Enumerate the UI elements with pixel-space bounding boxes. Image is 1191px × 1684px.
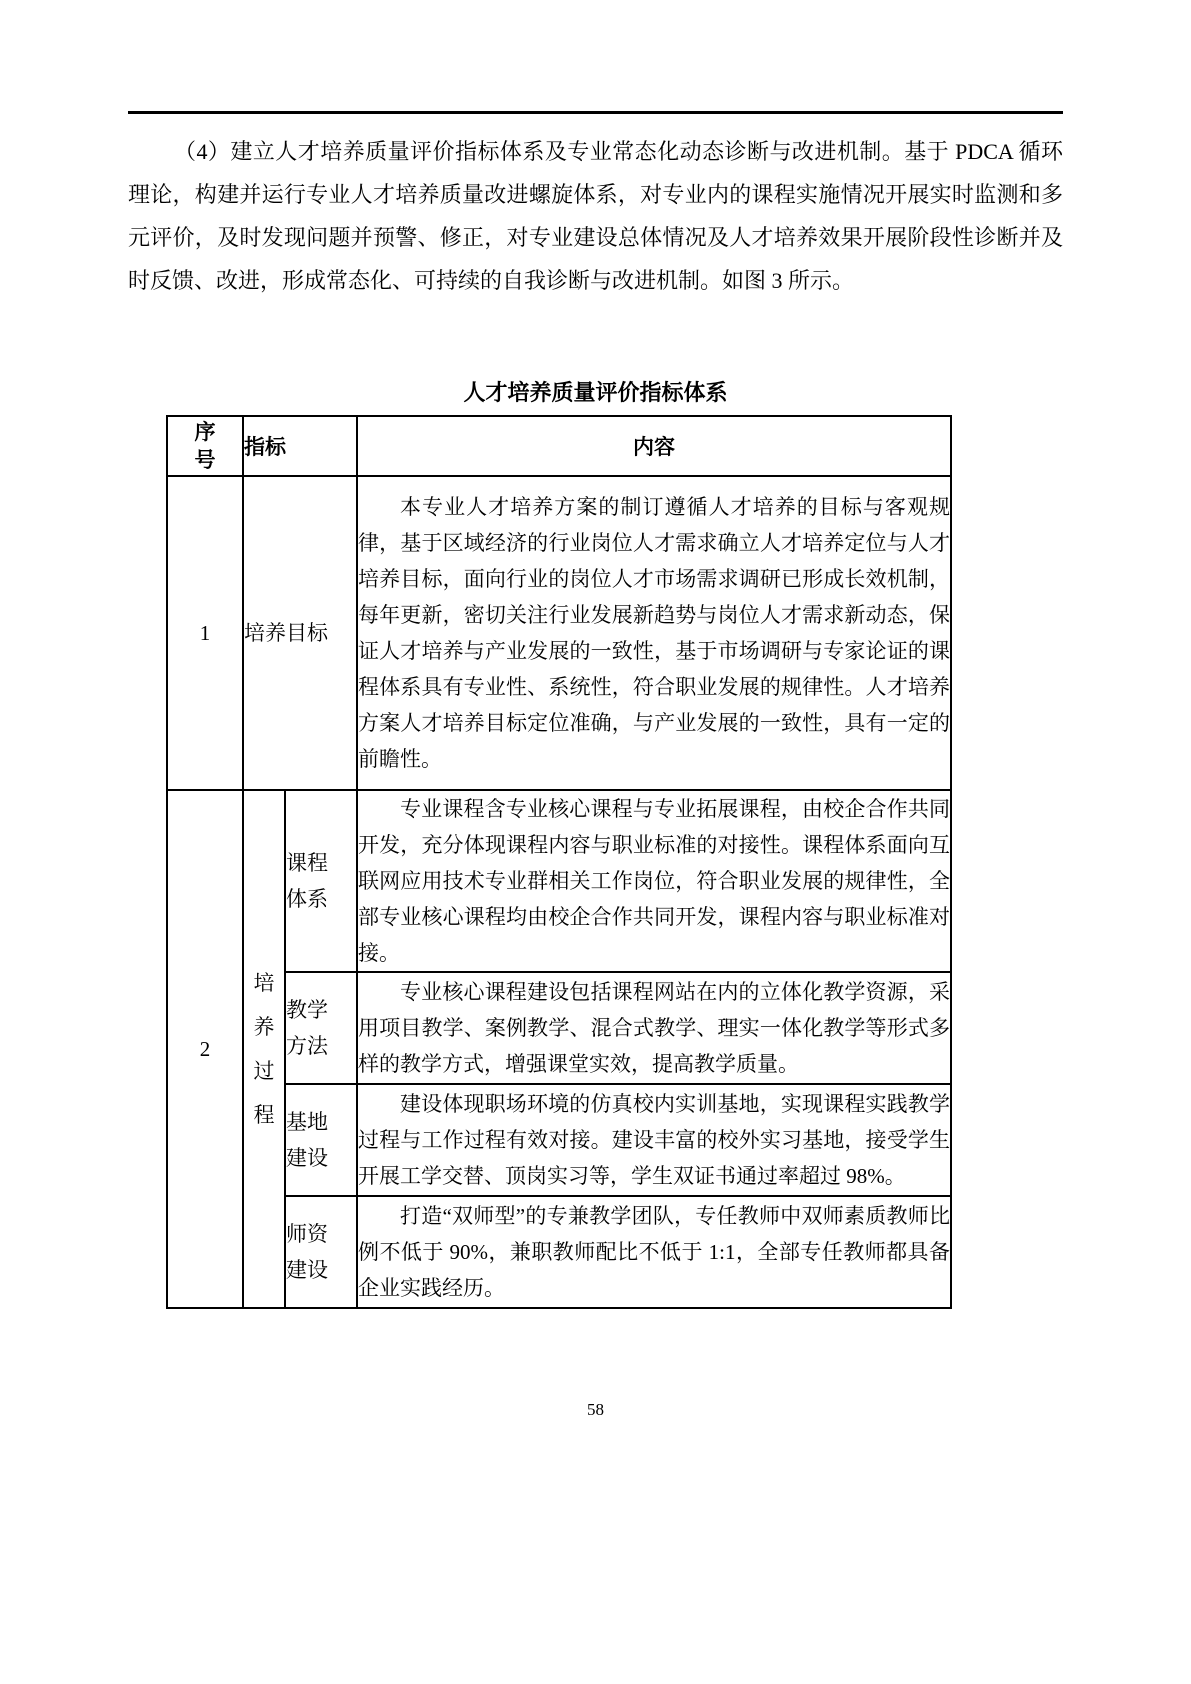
subrow-base-indicator-cell (285, 1084, 357, 1196)
subrow-faculty-label: 师资建设 (286, 1222, 328, 1282)
evaluation-indicator-table (166, 415, 952, 1309)
row2-index-cell: 2 (167, 790, 243, 1308)
row2-indicator-cell (243, 790, 285, 1308)
row1-indicator-cell (243, 476, 357, 790)
row2-indicator-label: 培养过程 (253, 971, 275, 1127)
page-number: 58 (587, 1400, 604, 1419)
subrow-teaching-indicator-cell (285, 972, 357, 1084)
subrow-curriculum-indicator-cell (285, 790, 357, 972)
table-header-row (167, 416, 951, 476)
subrow-faculty-content-cell: 打造“双师型”的专兼教学团队，专任教师中双师素质教师比例不低于 90%，兼职教师配比不低于 1:1，全部专任教师都具备企业实践经历。 (357, 1196, 951, 1308)
table-row-curriculum-system (167, 790, 951, 972)
header-cell-content (357, 416, 951, 476)
header-index-label: 序号 (194, 420, 216, 472)
header-cell-index (167, 416, 243, 476)
body-paragraph: （4）建立人才培养质量评价指标体系及专业常态化动态诊断与改进机制。基于 PDCA 循环理论，构建并运行专业人才培养质量改进螺旋体系，对专业内的课程实施情况开展实时监测和多元评价，及时发现问题并预警、修正，对专业建设总体情况及人才培养效果开展阶段性诊断并及时反馈、改进，形成常态化、可持续的自我诊断与改进机制。如图 3 所示。 (128, 139, 1063, 293)
subrow-curriculum-content-cell: 专业课程含专业核心课程与专业拓展课程，由校企合作共同开发，充分体现课程内容与职业标准的对接性。课程体系面向互联网应用技术专业群相关工作岗位，符合职业发展的规律性，全部专业核心课程均由校企合作共同开发，课程内容与职业标准对接。 (357, 790, 951, 972)
subrow-base-content-cell: 建设体现职场环境的仿真校内实训基地，实现课程实践教学过程与工作过程有效对接。建设丰富的校外实习基地，接受学生开展工学交替、顶岗实习等，学生双证书通过率超过 98%。 (357, 1084, 951, 1196)
table-title: 人才培养质量评价指标体系 (463, 380, 728, 405)
header-indicator-label: 指标 (244, 435, 286, 459)
header-cell-indicator (243, 416, 357, 476)
subrow-faculty-indicator-cell (285, 1196, 357, 1308)
row1-index-cell: 1 (167, 476, 243, 790)
table-row-teaching-method (167, 972, 951, 1084)
table-row-training-goal (167, 476, 951, 790)
row1-indicator-label: 培养目标 (244, 621, 328, 645)
subrow-base-label: 基地建设 (286, 1110, 328, 1170)
table-row-faculty-construction (167, 1196, 951, 1308)
header-rule (128, 111, 1063, 114)
table-row-base-construction (167, 1084, 951, 1196)
subrow-curriculum-label: 课程体系 (286, 851, 328, 911)
row1-content-cell: 本专业人才培养方案的制订遵循人才培养的目标与客观规律，基于区域经济的行业岗位人才需求确立人才培养定位与人才培养目标，面向行业的岗位人才市场需求调研已形成长效机制，每年更新，密切关注行业发展新趋势与岗位人才需求新动态，保证人才培养与产业发展的一致性，基于市场调研与专家论证的课程体系具有专业性、系统性，符合职业发展的规律性。人才培养方案人才培养目标定位准确，与产业发展的一致性，具有一定的前瞻性。 (357, 476, 951, 790)
subrow-teaching-content-cell: 专业核心课程建设包括课程网站在内的立体化教学资源，采用项目教学、案例教学、混合式教学、理实一体化教学等形式多样的教学方式，增强课堂实效，提高教学质量。 (357, 972, 951, 1084)
header-content-label: 内容 (633, 435, 675, 459)
subrow-teaching-label: 教学方法 (286, 998, 328, 1058)
